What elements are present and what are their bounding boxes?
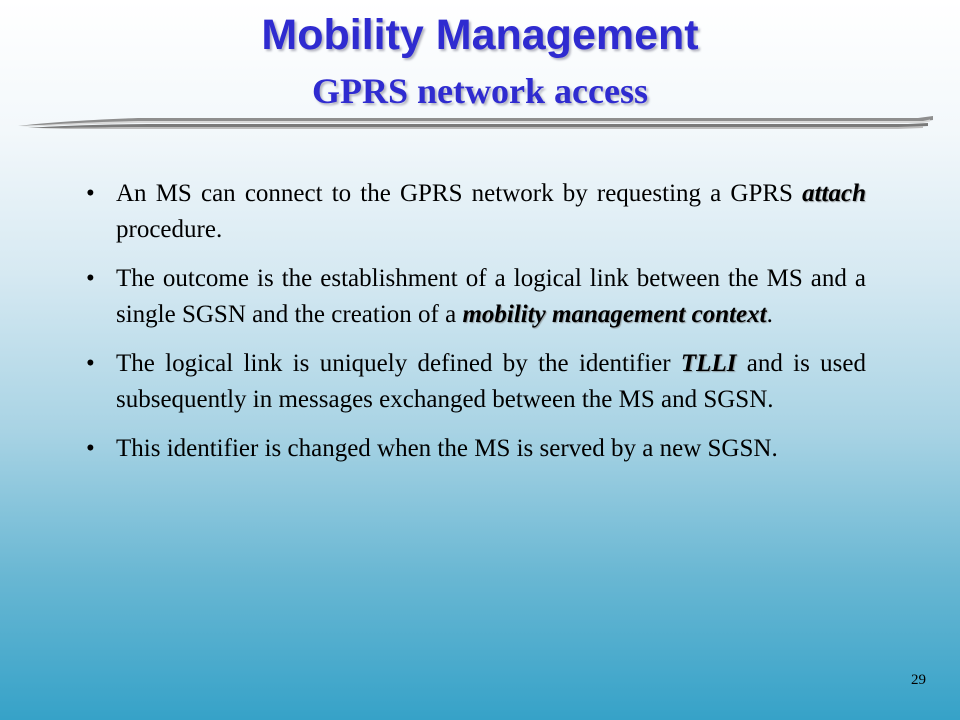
bullet-text: The logical link is uniquely defined by the identifier (116, 350, 681, 377)
bullet-text: An MS can connect to the GPRS network by requesting a GPRS (116, 180, 803, 207)
bullet-icon: • (86, 435, 95, 462)
bullet-text-end: . (766, 301, 773, 328)
bullet-icon: • (86, 180, 95, 207)
bullet-icon: • (86, 265, 95, 292)
slide-title: Mobility Management (261, 11, 699, 59)
bullet-emphasis: mobility management context (462, 301, 767, 328)
bullet-item-tlli (86, 346, 866, 418)
bullet-text-end: and is used subsequently in messages exchanged between the MS and SGSN. (116, 350, 866, 413)
bullet-item-identifier-change (86, 431, 866, 467)
bullet-text: The outcome is the establishment of a logical link between the MS and a single SGSN and the creation of a (116, 265, 866, 328)
bullet-list (86, 176, 866, 480)
bullet-icon: • (86, 350, 95, 377)
slide-subtitle: GPRS network access (312, 71, 648, 111)
bullet-emphasis: attach (802, 180, 866, 207)
bullet-emphasis: TLLI (680, 350, 737, 377)
bullet-item-outcome (86, 261, 866, 333)
bullet-item-attach (86, 176, 866, 248)
bullet-text-end: procedure. (116, 216, 223, 243)
title-divider (18, 112, 933, 134)
page-number: 29 (911, 672, 926, 688)
bullet-text: This identifier is changed when the MS is served by a new SGSN. (116, 435, 778, 462)
